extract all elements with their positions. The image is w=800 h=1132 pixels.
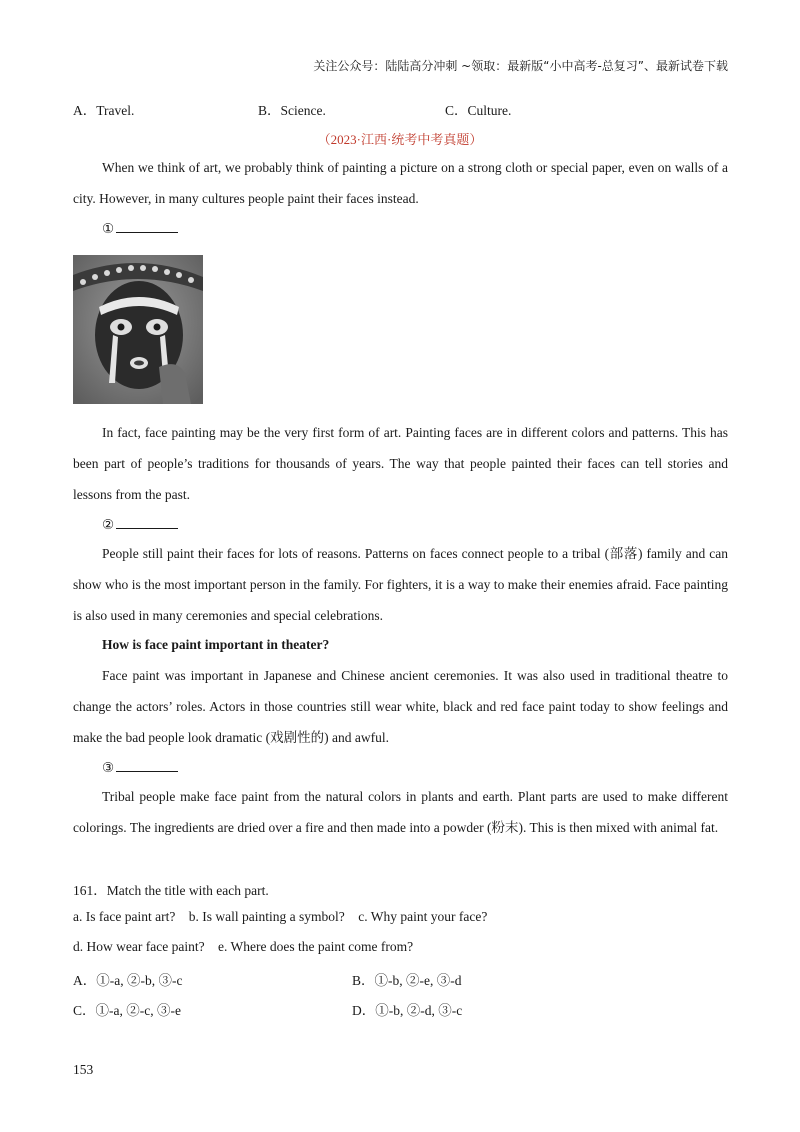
section-heading: How is face paint important in theater?	[102, 637, 330, 652]
passage-paragraph-1: When we think of art, we probably think of painting a picture on a strong cloth or special paper, even on walls of a city. However, in many cultures people paint their faces instead.	[73, 160, 728, 206]
passage-paragraph-4: Face paint was important in Japanese and Chinese ancient ceremonies. It was also used in traditional theatre to change the actors’ roles. Actors in those countries still wear white, black and red face paint today to show feelings and make the bad people look dramatic (戏剧性的) and awful.	[73, 668, 728, 745]
prev-option-b[interactable]: B．Science.	[258, 103, 326, 118]
titles-line-1: a. Is face paint art? b. Is wall painting a symbol? c. Why paint your face?	[73, 909, 488, 924]
answer-option-b[interactable]: B．①-b, ②-e, ③-d	[352, 973, 462, 988]
answer-option-d[interactable]: D．①-b, ②-d, ③-c	[352, 1003, 463, 1018]
page-header: 关注公众号：陆陆高分冲刺 ~领取：最新版“小中高考-总复习”、最新试卷下载	[313, 59, 728, 73]
question-source: （2023·江西·统考中考真题）	[317, 132, 483, 147]
answer-option-a[interactable]: A．①-a, ②-b, ③-c	[73, 973, 183, 988]
answer-option-c[interactable]: C．①-a, ②-c, ③-e	[73, 1003, 181, 1018]
face-paint-illustration	[73, 255, 203, 404]
blank-3-line	[116, 759, 178, 772]
blank-3-marker: ③	[102, 760, 115, 775]
blank-1-marker: ①	[102, 221, 115, 236]
passage-paragraph-5: Tribal people make face paint from the natural colors in plants and earth. Plant parts are used to make different colorings. The ingredients are dried over a fire and then made into a powder (粉末). This is then mixed with animal fat.	[73, 789, 728, 835]
blank-3	[102, 759, 178, 776]
question-stem: 161．Match the title with each part.	[73, 883, 269, 898]
titles-line-2: d. How wear face paint? e. Where does the paint come from?	[73, 939, 414, 954]
blank-2-line	[116, 516, 178, 529]
blank-1-line	[116, 220, 178, 233]
blank-1	[102, 220, 178, 237]
prev-option-c[interactable]: C．Culture.	[445, 103, 512, 118]
face-paint-photo	[73, 255, 203, 404]
blank-2-marker: ②	[102, 517, 115, 532]
blank-2	[102, 516, 178, 533]
page-number: 153	[73, 1062, 94, 1077]
passage-paragraph-3: People still paint their faces for lots of reasons. Patterns on faces connect people to a tribal (部落) family and can show who is the most important person in the family. For fighters, it is a way to make their enemies afraid. Face painting is also used in many ceremonies and special celebrations.	[73, 546, 728, 623]
passage-paragraph-2: In fact, face painting may be the very first form of art. Painting faces are in different colors and patterns. This has been part of people’s traditions for thousands of years. The way that people painted their faces can tell stories and lessons from the past.	[73, 425, 728, 502]
prev-option-a[interactable]: A．Travel.	[73, 103, 135, 118]
